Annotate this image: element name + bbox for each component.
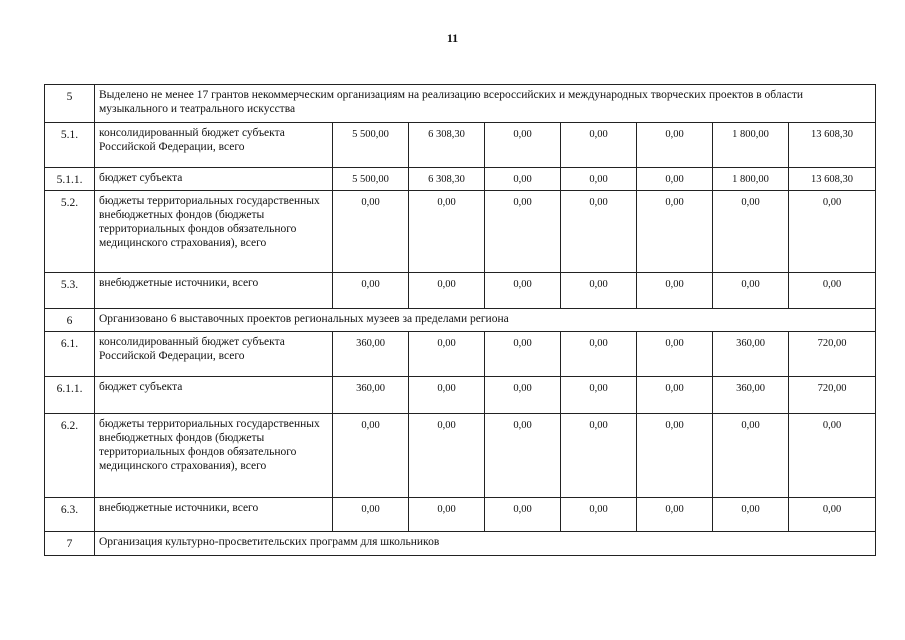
value-cell: 0,00 (561, 191, 637, 273)
value-cell: 0,00 (713, 414, 789, 498)
row-number: 5.1. (45, 123, 95, 168)
value-cell: 0,00 (789, 273, 876, 309)
value-cell: 0,00 (637, 191, 713, 273)
value-cell: 720,00 (789, 377, 876, 414)
section-row (45, 309, 876, 332)
value-cell: 0,00 (789, 191, 876, 273)
value-cell: 0,00 (485, 168, 561, 191)
value-cell: 0,00 (637, 377, 713, 414)
table-row (45, 498, 876, 532)
value-cell: 0,00 (409, 414, 485, 498)
row-number: 5.2. (45, 191, 95, 273)
value-cell: 0,00 (713, 273, 789, 309)
value-cell: 0,00 (789, 498, 876, 532)
table-row (45, 191, 876, 273)
row-number: 6.1.1. (45, 377, 95, 414)
row-number: 6.3. (45, 498, 95, 532)
table-row (45, 123, 876, 168)
section-title: Организовано 6 выставочных проектов региональных музеев за пределами региона (95, 309, 876, 332)
value-cell: 0,00 (485, 191, 561, 273)
section-row (45, 532, 876, 556)
value-cell: 0,00 (713, 498, 789, 532)
value-cell: 13 608,30 (789, 123, 876, 168)
row-number: 5.1.1. (45, 168, 95, 191)
value-cell: 0,00 (485, 123, 561, 168)
row-description: бюджет субъекта (95, 377, 333, 414)
value-cell: 1 800,00 (713, 168, 789, 191)
row-description: бюджеты территориальных государственных внебюджетных фондов (бюджеты территориальных фондов обязательного медицинского страхования), всего (95, 191, 333, 273)
value-cell: 0,00 (409, 498, 485, 532)
value-cell: 0,00 (409, 377, 485, 414)
value-cell: 0,00 (333, 273, 409, 309)
value-cell: 0,00 (333, 191, 409, 273)
value-cell: 0,00 (637, 123, 713, 168)
value-cell: 0,00 (637, 498, 713, 532)
value-cell: 5 500,00 (333, 168, 409, 191)
row-description: консолидированный бюджет субъекта Российской Федерации, всего (95, 332, 333, 377)
value-cell: 0,00 (333, 498, 409, 532)
value-cell: 0,00 (485, 414, 561, 498)
value-cell: 0,00 (409, 191, 485, 273)
value-cell: 0,00 (713, 191, 789, 273)
value-cell: 0,00 (409, 273, 485, 309)
value-cell: 0,00 (561, 414, 637, 498)
value-cell: 360,00 (713, 377, 789, 414)
value-cell: 0,00 (789, 414, 876, 498)
budget-table (44, 84, 876, 556)
section-row (45, 85, 876, 123)
value-cell: 0,00 (561, 332, 637, 377)
value-cell: 0,00 (561, 168, 637, 191)
value-cell: 13 608,30 (789, 168, 876, 191)
value-cell: 0,00 (561, 273, 637, 309)
value-cell: 0,00 (561, 498, 637, 532)
value-cell: 0,00 (637, 414, 713, 498)
value-cell: 6 308,30 (409, 168, 485, 191)
value-cell: 1 800,00 (713, 123, 789, 168)
table-row (45, 332, 876, 377)
value-cell: 360,00 (333, 377, 409, 414)
page-number: 11 (446, 31, 459, 45)
table-row (45, 414, 876, 498)
value-cell: 6 308,30 (409, 123, 485, 168)
row-number: 6 (45, 309, 95, 332)
row-number: 5 (45, 85, 95, 123)
value-cell: 5 500,00 (333, 123, 409, 168)
row-description: внебюджетные источники, всего (95, 498, 333, 532)
row-description: внебюджетные источники, всего (95, 273, 333, 309)
value-cell: 0,00 (561, 123, 637, 168)
table-row (45, 273, 876, 309)
row-description: бюджет субъекта (95, 168, 333, 191)
row-description: бюджеты территориальных государственных внебюджетных фондов (бюджеты территориальных фондов обязательного медицинского страхования), всего (95, 414, 333, 498)
value-cell: 0,00 (637, 273, 713, 309)
value-cell: 0,00 (485, 273, 561, 309)
value-cell: 0,00 (485, 498, 561, 532)
row-number: 6.2. (45, 414, 95, 498)
row-number: 5.3. (45, 273, 95, 309)
section-title: Выделено не менее 17 грантов некоммерческим организациям на реализацию всероссийских и международных творческих проектов в области музыкального и театрального искусства (95, 85, 876, 123)
value-cell: 0,00 (561, 377, 637, 414)
value-cell: 0,00 (485, 377, 561, 414)
value-cell: 720,00 (789, 332, 876, 377)
row-description: консолидированный бюджет субъекта Российской Федерации, всего (95, 123, 333, 168)
value-cell: 0,00 (637, 332, 713, 377)
section-title: Организация культурно-просветительских программ для школьников (95, 532, 876, 556)
value-cell: 0,00 (485, 332, 561, 377)
row-number: 7 (45, 532, 95, 556)
value-cell: 360,00 (333, 332, 409, 377)
row-number: 6.1. (45, 332, 95, 377)
value-cell: 0,00 (333, 414, 409, 498)
value-cell: 0,00 (637, 168, 713, 191)
value-cell: 0,00 (409, 332, 485, 377)
table-row (45, 377, 876, 414)
value-cell: 360,00 (713, 332, 789, 377)
table-row (45, 168, 876, 191)
